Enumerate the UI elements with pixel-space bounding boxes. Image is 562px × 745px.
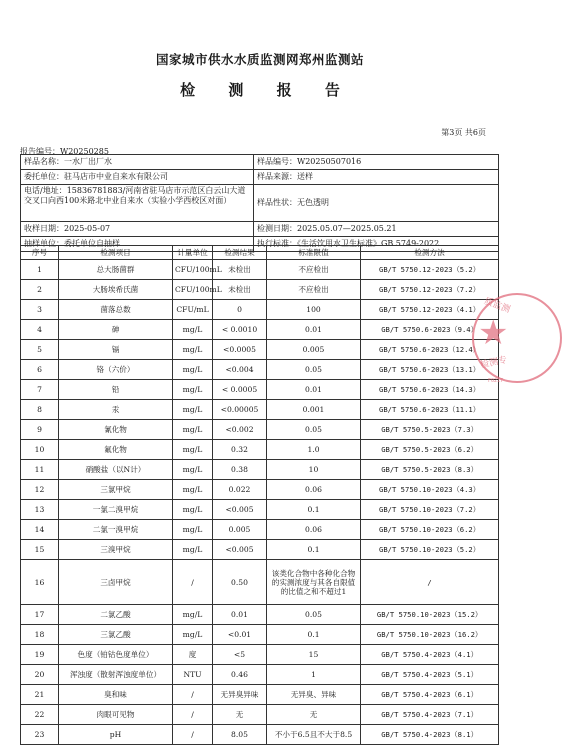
row-number: 13 bbox=[21, 500, 59, 520]
seal-star-icon: ★ bbox=[478, 313, 509, 353]
sampling-unit: 抽样单位：委托单位自抽样 bbox=[21, 237, 254, 252]
table-row bbox=[21, 320, 499, 340]
standard-limit: 10 bbox=[267, 460, 361, 480]
table-header-row bbox=[21, 246, 499, 260]
standard-limit: 0.05 bbox=[267, 360, 361, 380]
test-method: GB/T 5750.12-2023（7.2） bbox=[361, 280, 499, 300]
unit: CFU/mL bbox=[173, 300, 213, 320]
unit: mg/L bbox=[173, 360, 213, 380]
test-item: 氰化物 bbox=[59, 420, 173, 440]
col-header-limit: 标准限值 bbox=[267, 246, 361, 260]
standard-limit: 该类化合物中各种化合物的实测浓度与其各自限值的比值之和不超过1 bbox=[267, 560, 361, 605]
unit: mg/L bbox=[173, 320, 213, 340]
sample-number: 样品编号：W20250507016 bbox=[254, 155, 499, 170]
test-method: GB/T 5750.4-2023（6.1） bbox=[361, 685, 499, 705]
test-result: 未检出 bbox=[213, 280, 267, 300]
unit: / bbox=[173, 560, 213, 605]
test-result: <0.002 bbox=[213, 420, 267, 440]
test-result: <5 bbox=[213, 645, 267, 665]
test-item: 硝酸盐（以N计） bbox=[59, 460, 173, 480]
unit: / bbox=[173, 705, 213, 725]
row-number: 9 bbox=[21, 420, 59, 440]
results-table bbox=[20, 245, 499, 745]
table-row bbox=[21, 685, 499, 705]
row-number: 2 bbox=[21, 280, 59, 300]
test-result: 0.32 bbox=[213, 440, 267, 460]
unit: mg/L bbox=[173, 540, 213, 560]
standard-limit: 0.06 bbox=[267, 480, 361, 500]
unit: mg/L bbox=[173, 400, 213, 420]
test-result: 0.01 bbox=[213, 605, 267, 625]
test-method: GB/T 5750.6-2023（11.1） bbox=[361, 400, 499, 420]
unit: mg/L bbox=[173, 605, 213, 625]
test-method: GB/T 5750.4-2023（7.1） bbox=[361, 705, 499, 725]
unit: / bbox=[173, 725, 213, 745]
test-method: / bbox=[361, 560, 499, 605]
test-method: GB/T 5750.6-2023（12.4） bbox=[361, 340, 499, 360]
row-number: 18 bbox=[21, 625, 59, 645]
table-row bbox=[21, 520, 499, 540]
table-row bbox=[21, 625, 499, 645]
col-header-result: 检测结果 bbox=[213, 246, 267, 260]
standard-limit: 0.1 bbox=[267, 500, 361, 520]
col-header-no: 序号 bbox=[21, 246, 59, 260]
test-result: 0 bbox=[213, 300, 267, 320]
row-number: 16 bbox=[21, 560, 59, 605]
row-number: 7 bbox=[21, 380, 59, 400]
test-item: 臭和味 bbox=[59, 685, 173, 705]
unit: mg/L bbox=[173, 480, 213, 500]
row-number: 23 bbox=[21, 725, 59, 745]
table-row bbox=[21, 605, 499, 625]
sample-source: 样品来源：送样 bbox=[254, 170, 499, 185]
test-item: 总大肠菌群 bbox=[59, 260, 173, 280]
test-result: < 0.0010 bbox=[213, 320, 267, 340]
standard-limit: 0.05 bbox=[267, 605, 361, 625]
table-row bbox=[21, 420, 499, 440]
test-result: <0.004 bbox=[213, 360, 267, 380]
test-result: 无 bbox=[213, 705, 267, 725]
unit: mg/L bbox=[173, 380, 213, 400]
unit: NTU bbox=[173, 665, 213, 685]
test-method: GB/T 5750.10-2023（5.2） bbox=[361, 540, 499, 560]
test-item: 二氯一溴甲烷 bbox=[59, 520, 173, 540]
col-header-unit: 计量单位 bbox=[173, 246, 213, 260]
standard-limit: 15 bbox=[267, 645, 361, 665]
test-item: 砷 bbox=[59, 320, 173, 340]
row-number: 1 bbox=[21, 260, 59, 280]
receive-date: 收样日期：2025-05-07 bbox=[21, 222, 254, 237]
table-row bbox=[21, 665, 499, 685]
test-method: GB/T 5750.10-2023（4.3） bbox=[361, 480, 499, 500]
seal-text-bottom: 检测专 bbox=[479, 355, 509, 371]
standard-limit: 100 bbox=[267, 300, 361, 320]
row-number: 5 bbox=[21, 340, 59, 360]
unit: mg/L bbox=[173, 625, 213, 645]
unit: mg/L bbox=[173, 500, 213, 520]
table-row bbox=[21, 300, 499, 320]
test-item: 铅 bbox=[59, 380, 173, 400]
standard-limit: 不应检出 bbox=[267, 260, 361, 280]
table-row bbox=[21, 280, 499, 300]
table-row bbox=[21, 725, 499, 745]
client-unit: 委托单位：驻马店市中业自来水有限公司 bbox=[21, 170, 254, 185]
standard-limit: 1 bbox=[267, 665, 361, 685]
unit: mg/L bbox=[173, 520, 213, 540]
test-result: <0.0005 bbox=[213, 340, 267, 360]
test-result: 无异臭异味 bbox=[213, 685, 267, 705]
test-item: 氟化物 bbox=[59, 440, 173, 460]
standard-limit: 无异臭、异味 bbox=[267, 685, 361, 705]
table-row bbox=[21, 480, 499, 500]
row-number: 14 bbox=[21, 520, 59, 540]
row-number: 22 bbox=[21, 705, 59, 725]
test-result: <0.005 bbox=[213, 540, 267, 560]
row-number: 6 bbox=[21, 360, 59, 380]
row-number: 10 bbox=[21, 440, 59, 460]
test-method: GB/T 5750.4-2023（4.1） bbox=[361, 645, 499, 665]
test-method: GB/T 5750.10-2023（6.2） bbox=[361, 520, 499, 540]
standard-limit: 不应检出 bbox=[267, 280, 361, 300]
unit: CFU/100mL bbox=[173, 260, 213, 280]
table-row bbox=[21, 560, 499, 605]
standard-limit: 0.05 bbox=[267, 420, 361, 440]
test-method: GB/T 5750.6-2023（9.4） bbox=[361, 320, 499, 340]
table-row bbox=[21, 400, 499, 420]
row-number: 8 bbox=[21, 400, 59, 420]
seal-number: F0217 bbox=[488, 378, 504, 384]
table-row bbox=[21, 440, 499, 460]
test-item: 三卤甲烷 bbox=[59, 560, 173, 605]
test-result: 0.46 bbox=[213, 665, 267, 685]
table-row bbox=[21, 540, 499, 560]
test-item: 大肠埃希氏菌 bbox=[59, 280, 173, 300]
row-number: 3 bbox=[21, 300, 59, 320]
test-item: pH bbox=[59, 725, 173, 745]
report-number: 报告编号：W20250285 bbox=[20, 147, 109, 156]
standard-limit: 0.01 bbox=[267, 320, 361, 340]
test-result: < 0.0005 bbox=[213, 380, 267, 400]
test-item: 三溴甲烷 bbox=[59, 540, 173, 560]
report-title: 检 测 报 告 bbox=[180, 81, 354, 99]
table-row bbox=[21, 360, 499, 380]
test-date: 检测日期：2025.05.07—2025.05.21 bbox=[254, 222, 499, 237]
test-item: 菌落总数 bbox=[59, 300, 173, 320]
standard-limit: 0.1 bbox=[267, 540, 361, 560]
sample-name: 样品名称：一水厂出厂水 bbox=[21, 155, 254, 170]
standard-limit: 0.06 bbox=[267, 520, 361, 540]
test-method: GB/T 5750.12-2023（5.2） bbox=[361, 260, 499, 280]
standard-limit: 0.001 bbox=[267, 400, 361, 420]
test-method: GB/T 5750.10-2023（7.2） bbox=[361, 500, 499, 520]
test-result: 未检出 bbox=[213, 260, 267, 280]
unit: mg/L bbox=[173, 340, 213, 360]
test-item: 肉眼可见物 bbox=[59, 705, 173, 725]
page-info: 第3页 共6页 bbox=[441, 128, 486, 137]
standard-limit: 0.005 bbox=[267, 340, 361, 360]
sample-property: 样品性状：无色透明 bbox=[254, 185, 499, 222]
test-result: 0.022 bbox=[213, 480, 267, 500]
test-method: GB/T 5750.5-2023（7.3） bbox=[361, 420, 499, 440]
test-result: 8.05 bbox=[213, 725, 267, 745]
standard-limit: 不小于6.5且不大于8.5 bbox=[267, 725, 361, 745]
test-item: 一氯二溴甲烷 bbox=[59, 500, 173, 520]
test-result: 0.38 bbox=[213, 460, 267, 480]
col-header-method: 检测方法 bbox=[361, 246, 499, 260]
unit: / bbox=[173, 685, 213, 705]
client-address: 电话/地址：15836781883/河南省驻马店市示范区白云山大道交叉口向西100米路北中业自来水（实验小学西校区对面） bbox=[21, 185, 254, 222]
row-number: 21 bbox=[21, 685, 59, 705]
row-number: 12 bbox=[21, 480, 59, 500]
test-method: GB/T 5750.4-2023（8.1） bbox=[361, 725, 499, 745]
table-row bbox=[21, 260, 499, 280]
test-result: <0.005 bbox=[213, 500, 267, 520]
test-method: GB/T 5750.5-2023（6.2） bbox=[361, 440, 499, 460]
standard-limit: 0.01 bbox=[267, 380, 361, 400]
table-row bbox=[21, 380, 499, 400]
sample-info-table bbox=[20, 154, 499, 252]
table-row bbox=[21, 340, 499, 360]
table-row bbox=[21, 460, 499, 480]
test-method: GB/T 5750.10-2023（15.2） bbox=[361, 605, 499, 625]
test-method: GB/T 5750.6-2023（14.3） bbox=[361, 380, 499, 400]
test-method: GB/T 5750.6-2023（13.1） bbox=[361, 360, 499, 380]
organization-name: 国家城市供水水质监测网郑州监测站 bbox=[155, 52, 364, 67]
row-number: 11 bbox=[21, 460, 59, 480]
test-item: 汞 bbox=[59, 400, 173, 420]
col-header-item: 检测项目 bbox=[59, 246, 173, 260]
test-item: 镉 bbox=[59, 340, 173, 360]
row-number: 19 bbox=[21, 645, 59, 665]
standard-limit: 0.1 bbox=[267, 625, 361, 645]
unit: CFU/100mL bbox=[173, 280, 213, 300]
test-item: 二氯乙酸 bbox=[59, 605, 173, 625]
test-item: 三氯甲烷 bbox=[59, 480, 173, 500]
applied-standard: 执行标准：《生活饮用水卫生标准》GB 5749-2022 bbox=[254, 237, 499, 252]
test-result: 0.005 bbox=[213, 520, 267, 540]
row-number: 15 bbox=[21, 540, 59, 560]
test-item: 三氯乙酸 bbox=[59, 625, 173, 645]
row-number: 17 bbox=[21, 605, 59, 625]
table-row bbox=[21, 645, 499, 665]
test-item: 浑浊度（散射浑浊度单位） bbox=[59, 665, 173, 685]
row-number: 4 bbox=[21, 320, 59, 340]
test-result: <0.01 bbox=[213, 625, 267, 645]
test-method: GB/T 5750.10-2023（16.2） bbox=[361, 625, 499, 645]
unit: mg/L bbox=[173, 420, 213, 440]
unit: mg/L bbox=[173, 440, 213, 460]
test-item: 色度（铂钴色度单位） bbox=[59, 645, 173, 665]
test-result: <0.00005 bbox=[213, 400, 267, 420]
unit: 度 bbox=[173, 645, 213, 665]
row-number: 20 bbox=[21, 665, 59, 685]
standard-limit: 1.0 bbox=[267, 440, 361, 460]
test-method: GB/T 5750.4-2023（5.1） bbox=[361, 665, 499, 685]
seal-text-top: 质监测 bbox=[482, 296, 512, 316]
test-method: GB/T 5750.5-2023（8.3） bbox=[361, 460, 499, 480]
table-row bbox=[21, 705, 499, 725]
standard-limit: 无 bbox=[267, 705, 361, 725]
test-method: GB/T 5750.12-2023（4.1） bbox=[361, 300, 499, 320]
test-result: 0.50 bbox=[213, 560, 267, 605]
unit: mg/L bbox=[173, 460, 213, 480]
test-item: 铬（六价） bbox=[59, 360, 173, 380]
table-row bbox=[21, 500, 499, 520]
